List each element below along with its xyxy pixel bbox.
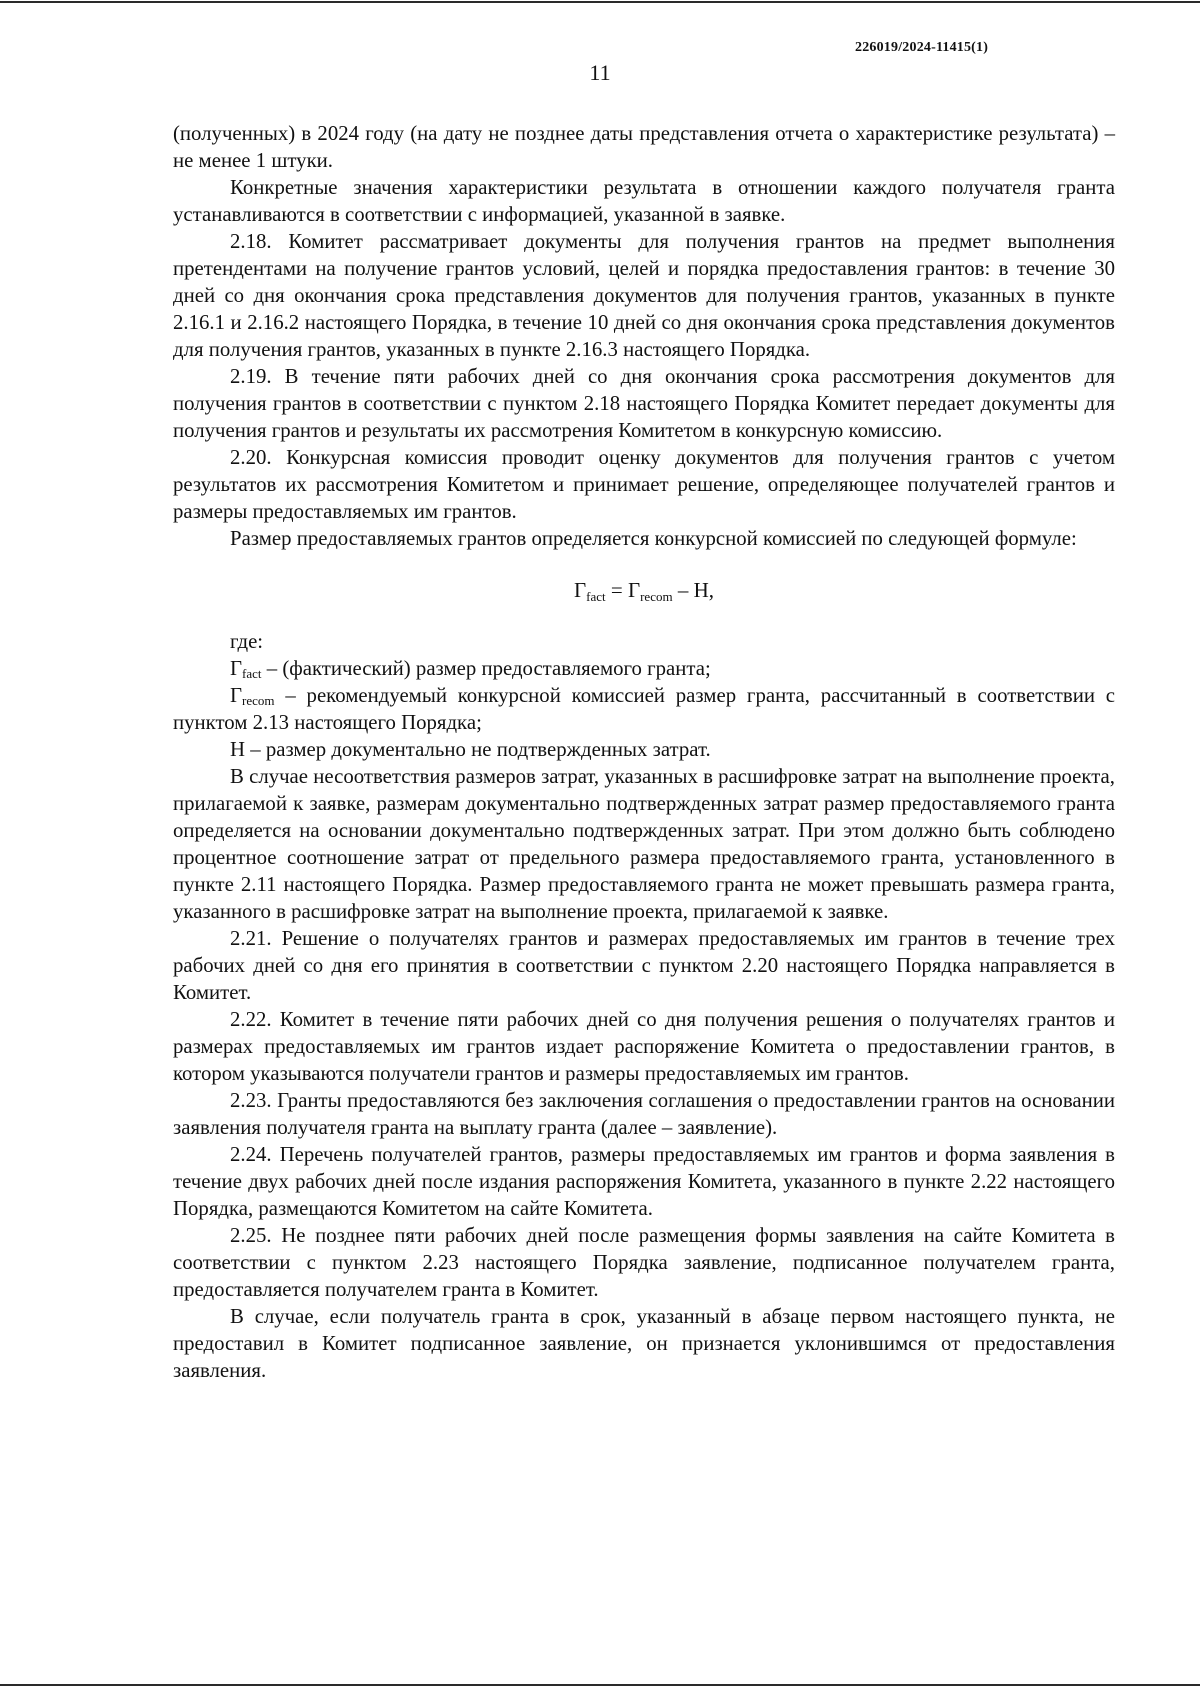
paragraph-evasion: В случае, если получатель гранта в срок, указанный в абзаце первом настоящего пункта, не предоставил в Комитет подписанное заявление, он признается уклонившимся от предоставления заявления.	[173, 1305, 1115, 1382]
formula-rhs: Г	[627, 578, 641, 602]
definition-fact-text: – (фактический) размер предоставляемого гранта;	[261, 657, 711, 680]
paragraph-grant-size: Размер предоставляемых грантов определяется конкурсной комиссией по следующей формуле:	[230, 527, 1077, 550]
definition-recom-text: – рекомендуемый конкурсной комиссией размер гранта, рассчитанный в соответствии с пунктом 2.13 настоящего Порядка;	[173, 684, 1115, 734]
paragraph-2-18: 2.18. Комитет рассматривает документы для получения грантов на предмет выполнения претендентами на получение грантов условий, целей и порядка предоставления грантов: в течение 30 дней со дня окончания срока представления документов для получения грантов, указанных в пункте 2.16.1 и 2.16.2 настоящего Порядка, в течение 10 дней со дня окончания срока представления документов для получения грантов, указанных в пункте 2.16.3 настоящего Порядка.	[173, 230, 1115, 361]
paragraph-2-23: 2.23. Гранты предоставляются без заключения соглашения о предоставлении грантов на основании заявления получателя гранта на выплату гранта (далее – заявление).	[173, 1089, 1115, 1139]
grant-formula	[173, 577, 1115, 604]
document-number: 226019/2024-11415(1)	[855, 40, 989, 55]
definition-fact	[173, 655, 1115, 682]
definition-recom-subscript: recom	[242, 693, 275, 708]
formula-tail: – Н,	[672, 578, 714, 602]
definition-n: Н – размер документально не подтвержденных затрат.	[230, 738, 711, 761]
document-body	[173, 120, 1115, 1384]
formula-rhs-subscript: recom	[640, 589, 673, 604]
paragraph-cost-mismatch: В случае несоответствия размеров затрат, указанных в расшифровке затрат на выполнение проекта, прилагаемой к заявке, размерам документально подтвержденных затрат размер предоставляемого гранта определяется на основании документально подтвержденных затрат. При этом должно быть соблюдено процентное соотношение затрат от предельного размера предоставляемого гранта, установленного в пункте 2.11 настоящего Порядка. Размер предоставляемого гранта не может превышать размера гранта, указанного в расшифровке затрат на выполнение проекта, прилагаемой к заявке.	[173, 765, 1115, 923]
definition-fact-subscript: fact	[242, 666, 262, 681]
definition-recom-symbol: Г	[230, 684, 243, 707]
definition-fact-symbol: Г	[230, 657, 243, 680]
paragraph-result-values: Конкретные значения характеристики результата в отношении каждого получателя гранта устанавливаются в соответствии с информацией, указанной в заявке.	[173, 176, 1115, 226]
formula-lhs: Г	[573, 578, 587, 602]
paragraph-2-25: 2.25. Не позднее пяти рабочих дней после размещения формы заявления на сайте Комитета в соответствии с пунктом 2.23 настоящего Порядка заявление, подписанное получателем гранта, предоставляется получателем гранта в Комитет.	[173, 1224, 1115, 1301]
paragraph-2-19: 2.19. В течение пяти рабочих дней со дня окончания срока рассмотрения документов для получения грантов в соответствии с пунктом 2.18 настоящего Порядка Комитет передает документы для получения грантов и результаты их рассмотрения Комитетом в конкурсную комиссию.	[173, 365, 1115, 442]
where-label: где:	[230, 630, 264, 653]
formula-lhs-subscript: fact	[586, 589, 606, 604]
paragraph-2-22: 2.22. Комитет в течение пяти рабочих дней со дня получения решения о получателях грантов и размерах предоставляемых им грантов издает распоряжение Комитета о предоставлении грантов, в котором указываются получатели грантов и размеры предоставляемых им грантов.	[173, 1008, 1115, 1085]
scan-border-bottom	[0, 1684, 1200, 1686]
definition-recom	[173, 682, 1115, 736]
paragraph-2-21: 2.21. Решение о получателях грантов и размерах предоставляемых им грантов в течение трех рабочих дней со дня его принятия в соответствии с пунктом 2.20 настоящего Порядка направляется в Комитет.	[173, 927, 1115, 1004]
formula-equals: =	[605, 578, 628, 602]
paragraph-continuation: (полученных) в 2024 году (на дату не позднее даты представления отчета о характеристике результата) – не менее 1 штуки.	[173, 122, 1115, 172]
page-number: 11	[589, 60, 611, 85]
paragraph-2-24: 2.24. Перечень получателей грантов, размеры предоставляемых им грантов и форма заявления в течение двух рабочих дней после издания распоряжения Комитета, указанного в пункте 2.22 настоящего Порядка, размещаются Комитетом на сайте Комитета.	[173, 1143, 1115, 1220]
paragraph-2-20: 2.20. Конкурсная комиссия проводит оценку документов для получения грантов с учетом результатов их рассмотрения Комитетом и принимает решение, определяющее получателей грантов и размеры предоставляемых им грантов.	[173, 446, 1115, 523]
scan-border-top	[0, 1, 1200, 3]
